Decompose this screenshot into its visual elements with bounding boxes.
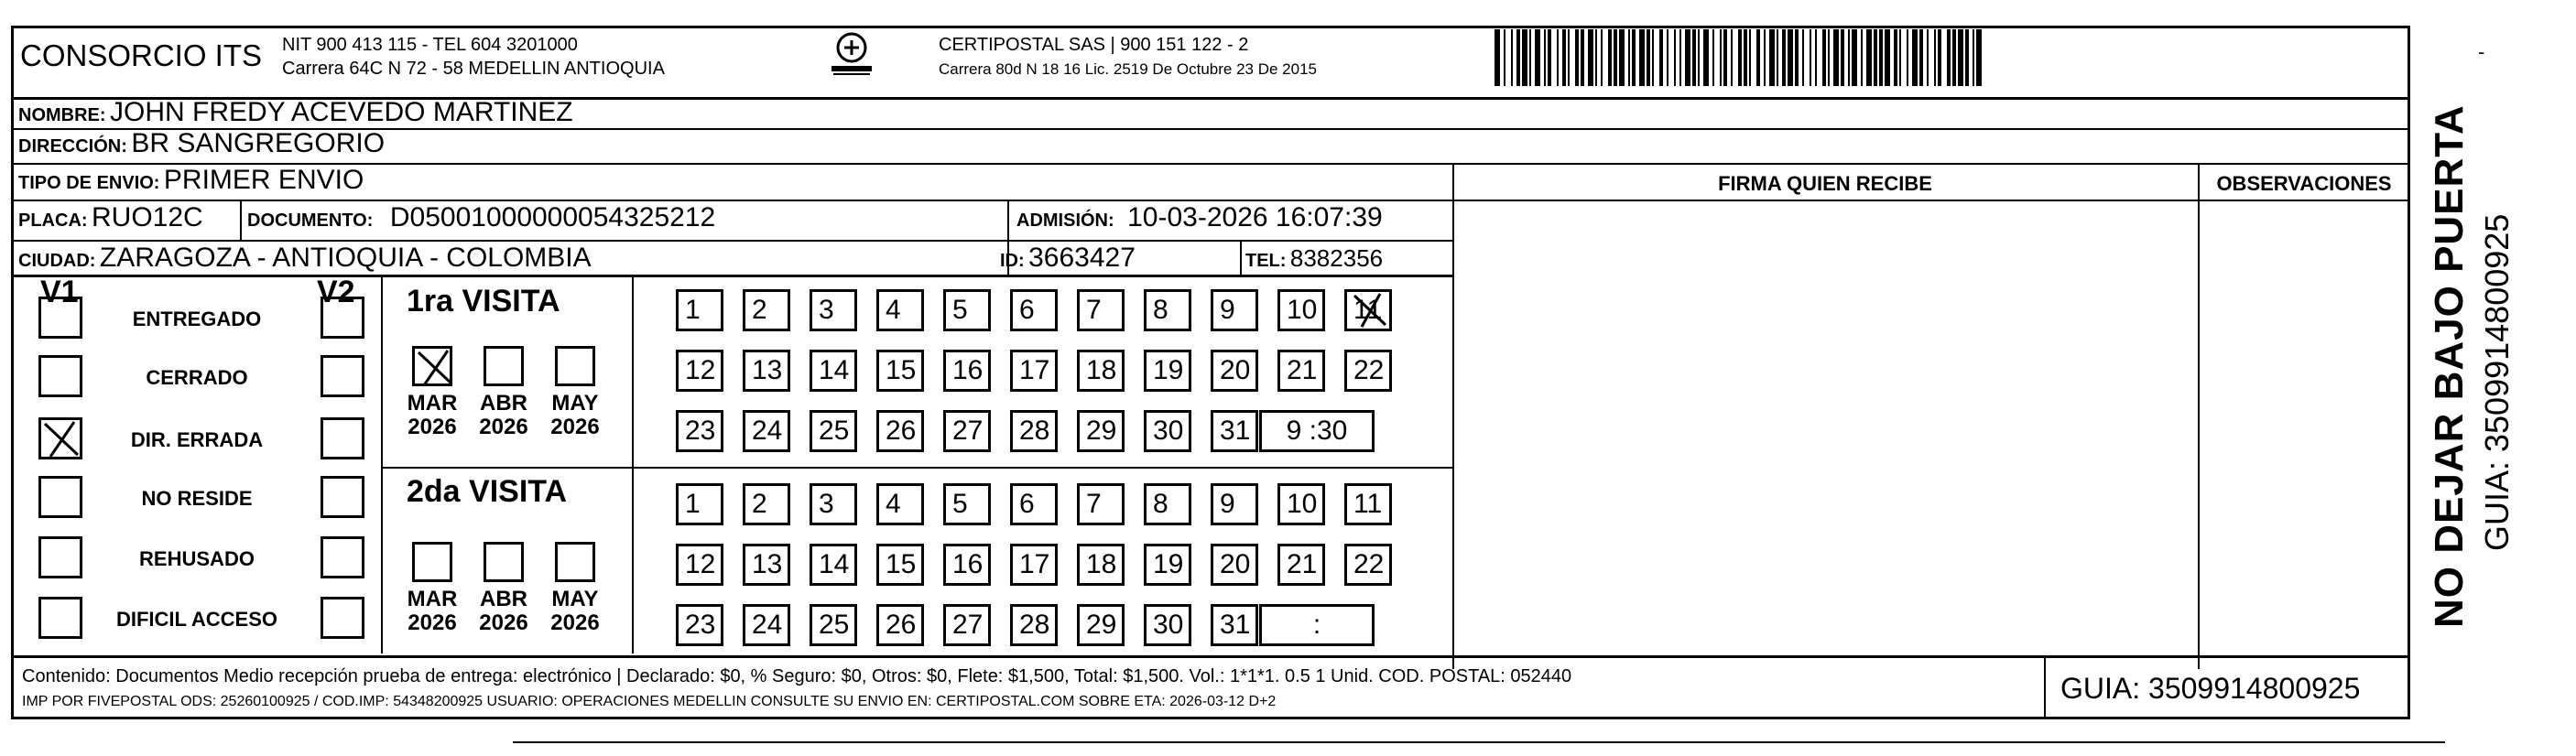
day-box[interactable] (1211, 289, 1258, 331)
day-box[interactable] (876, 483, 924, 525)
day-box[interactable] (1077, 410, 1125, 452)
outcome-label: DIR. ERRADA (130, 428, 264, 451)
day-box[interactable] (810, 544, 857, 586)
month-year: 2026 (408, 415, 457, 439)
day-number: 27 (952, 610, 984, 640)
month-year: 2026 (550, 415, 600, 439)
month-checkbox[interactable] (412, 542, 452, 582)
day-box[interactable] (1344, 289, 1392, 331)
admission-field (1016, 201, 1383, 239)
carrier-line2: Carrera 80d N 18 16 Lic. 2519 De Octubre 23 De 2015 (939, 60, 1317, 78)
visit2-title: 2da VISITA (407, 474, 568, 509)
day-number: 30 (1153, 610, 1184, 640)
month-checkbox[interactable] (555, 542, 595, 582)
day-box[interactable] (676, 410, 723, 452)
day-number: 5 (952, 489, 968, 519)
address-row (18, 128, 385, 164)
day-box[interactable] (1144, 350, 1191, 392)
time-value: : (1312, 610, 1321, 640)
time-box[interactable] (1259, 410, 1375, 452)
sender-nit: NIT 900 413 115 - TEL 604 3201000 (282, 35, 578, 55)
v1-label: V1 (40, 275, 79, 309)
day-number: 19 (1153, 355, 1184, 385)
day-number: 13 (752, 549, 783, 579)
shipment-type: PRIMER ENVIO (163, 165, 364, 195)
day-number: 25 (819, 416, 850, 446)
day-box[interactable] (1211, 604, 1258, 646)
visit1-title: 1ra VISITA (407, 284, 560, 319)
day-box[interactable] (1077, 544, 1125, 586)
day-number: 1 (685, 295, 701, 325)
day-box[interactable] (1277, 289, 1325, 331)
v2-checkbox[interactable] (321, 476, 364, 518)
plate-label: PLACA: (18, 211, 88, 231)
day-number: 18 (1086, 355, 1117, 385)
sender-address: Carrera 64C N 72 - 58 MEDELLIN ANTIOQUIA (282, 59, 665, 79)
day-number: 31 (1220, 416, 1251, 446)
day-number: 10 (1287, 295, 1318, 325)
day-box[interactable] (943, 410, 991, 452)
day-number: 28 (1019, 610, 1050, 640)
month-checkbox[interactable] (484, 346, 524, 386)
day-number: 14 (819, 549, 850, 579)
day-number: 21 (1287, 355, 1318, 385)
day-number: 16 (952, 549, 984, 579)
outcome-label: ENTREGADO (132, 308, 262, 330)
day-box[interactable] (1277, 483, 1325, 525)
day-number: 22 (1353, 355, 1385, 385)
outcome-label: DIFICIL ACCESO (115, 608, 277, 631)
recipient-address: BR SANGREGORIO (131, 128, 386, 158)
day-number: 29 (1086, 416, 1117, 446)
day-box[interactable] (1077, 604, 1125, 646)
v1-checkbox[interactable] (38, 297, 82, 339)
day-number: 17 (1019, 355, 1050, 385)
day-number: 12 (685, 355, 716, 385)
day-number: 26 (886, 416, 917, 446)
day-box[interactable] (1077, 483, 1125, 525)
day-box[interactable] (676, 289, 723, 331)
day-number: 1 (685, 489, 701, 519)
side-guia: GUIA: 3509914800925 (2478, 213, 2516, 551)
day-box[interactable] (676, 483, 723, 525)
day-number: 20 (1220, 355, 1251, 385)
day-box[interactable] (810, 410, 857, 452)
day-box[interactable] (1144, 410, 1191, 452)
day-box[interactable] (743, 289, 790, 331)
day-number: 23 (685, 610, 716, 640)
id-value: 3663427 (1028, 243, 1136, 273)
v1-checkbox[interactable] (38, 355, 82, 397)
day-box[interactable] (743, 604, 790, 646)
day-number: 9 (1220, 489, 1235, 519)
v1-checkbox[interactable] (38, 597, 82, 639)
carrier-line1: CERTIPOSTAL SAS | 900 151 122 - 2 (939, 35, 1249, 55)
city-value: ZARAGOZA - ANTIOQUIA - COLOMBIA (99, 243, 592, 273)
month-name: ABR (480, 587, 527, 611)
day-number: 23 (685, 416, 716, 446)
day-box[interactable] (1144, 544, 1191, 586)
certipostal-logo (806, 29, 897, 81)
day-box[interactable] (1277, 350, 1325, 392)
day-box[interactable] (1010, 289, 1058, 331)
day-box[interactable] (876, 544, 924, 586)
no-dejar-warning: NO DEJAR BAJO PUERTA (2427, 104, 2472, 628)
type-label: TIPO DE ENVIO: (18, 173, 160, 193)
v2-label: V2 (317, 275, 355, 309)
city-label: CIUDAD: (18, 251, 96, 271)
day-box[interactable] (1211, 410, 1258, 452)
outcome-label: CERRADO (146, 366, 248, 389)
day-box[interactable] (1277, 544, 1325, 586)
day-number: 8 (1153, 489, 1168, 519)
sender-name: CONSORCIO ITS (20, 38, 263, 72)
observations-header: OBSERVACIONES (2216, 172, 2392, 195)
day-box[interactable] (1010, 350, 1058, 392)
day-number: 6 (1019, 295, 1035, 325)
v2-checkbox[interactable] (321, 417, 364, 459)
day-box[interactable] (743, 544, 790, 586)
day-box[interactable] (676, 350, 723, 392)
footer-guia: GUIA: 3509914800925 (2060, 672, 2361, 705)
day-box[interactable] (1144, 483, 1191, 525)
type-row (18, 165, 364, 200)
address-label: DIRECCIÓN: (18, 136, 127, 157)
month-name: ABR (480, 391, 527, 416)
corner-mark: - (2478, 40, 2485, 63)
day-number: 11 (1353, 489, 1383, 519)
day-box[interactable] (810, 289, 857, 331)
month-year: 2026 (408, 610, 457, 635)
outcome-label: REHUSADO (139, 547, 255, 570)
day-box[interactable] (943, 483, 991, 525)
day-number: 2 (752, 489, 767, 519)
day-box[interactable] (1010, 604, 1058, 646)
month-checkbox[interactable] (412, 346, 452, 386)
day-number: 10 (1287, 489, 1318, 519)
month-year: 2026 (479, 415, 528, 439)
admission-label: ADMISIÓN: (1016, 211, 1114, 231)
day-box[interactable] (943, 350, 991, 392)
day-box[interactable] (1211, 483, 1258, 525)
v2-checkbox[interactable] (321, 297, 364, 339)
city-field (18, 242, 592, 279)
day-box[interactable] (1010, 410, 1058, 452)
day-number: 21 (1287, 549, 1318, 579)
time-box[interactable] (1259, 604, 1375, 646)
v2-checkbox[interactable] (321, 536, 364, 578)
day-number: 11 (1353, 295, 1383, 325)
day-number: 6 (1019, 489, 1035, 519)
day-box[interactable] (1077, 289, 1125, 331)
day-number: 8 (1153, 295, 1168, 325)
day-number: 15 (886, 355, 917, 385)
day-box[interactable] (1344, 483, 1392, 525)
day-number: 13 (752, 355, 783, 385)
day-number: 30 (1153, 416, 1184, 446)
month-year: 2026 (479, 610, 528, 635)
day-box[interactable] (743, 410, 790, 452)
day-number: 26 (886, 610, 917, 640)
day-box[interactable] (676, 544, 723, 586)
day-number: 7 (1086, 489, 1102, 519)
month-checkbox[interactable] (484, 542, 524, 582)
v2-checkbox[interactable] (321, 355, 364, 397)
day-number: 16 (952, 355, 984, 385)
id-label: ID: (1000, 251, 1025, 271)
day-box[interactable] (1144, 604, 1191, 646)
outcome-label: NO RESIDE (141, 487, 253, 510)
day-box[interactable] (810, 483, 857, 525)
day-number: 15 (886, 549, 917, 579)
day-number: 24 (752, 416, 783, 446)
day-box[interactable] (1010, 544, 1058, 586)
day-number: 22 (1353, 549, 1385, 579)
day-box[interactable] (876, 604, 924, 646)
day-box[interactable] (876, 350, 924, 392)
v1-checkbox[interactable] (38, 536, 82, 578)
month-name: MAR (407, 391, 458, 416)
tel-field (1245, 242, 1383, 279)
footer-content: Contenido: Documentos Medio recepción prueba de entrega: electrónico | Declarado: $0, % Seguro: $0, Otros: $0, Flete: $1,500, Total: $1,500. Vol.: 1*1*1. 0.5 1 Unid. COD. POSTAL: 052440 (22, 666, 1572, 686)
day-number: 28 (1019, 416, 1050, 446)
day-box[interactable] (810, 350, 857, 392)
day-number: 27 (952, 416, 984, 446)
day-number: 3 (819, 489, 834, 519)
day-number: 9 (1220, 295, 1235, 325)
day-box[interactable] (943, 289, 991, 331)
signature-header: FIRMA QUIEN RECIBE (1718, 172, 1932, 195)
v2-checkbox[interactable] (321, 597, 364, 639)
day-box[interactable] (1211, 544, 1258, 586)
day-number: 5 (952, 295, 968, 325)
day-box[interactable] (1077, 350, 1125, 392)
day-number: 4 (886, 295, 901, 325)
day-box[interactable] (943, 604, 991, 646)
day-box[interactable] (1211, 350, 1258, 392)
plate-field (18, 201, 203, 239)
day-number: 24 (752, 610, 783, 640)
month-name: MAR (407, 587, 458, 611)
id-field (1000, 242, 1136, 279)
day-box[interactable] (1344, 350, 1392, 392)
day-box[interactable] (943, 544, 991, 586)
day-box[interactable] (1344, 544, 1392, 586)
admission-value: 10-03-2026 16:07:39 (1127, 202, 1383, 232)
day-box[interactable] (1144, 289, 1191, 331)
footer-print-info: IMP POR FIVEPOSTAL ODS: 25260100925 / COD.IMP: 54348200925 USUARIO: OPERACIONES MEDELLIN CONSULTE SU ENVIO EN: CERTIPOSTAL.COM SOBRE ETA: 2026-03-12 D+2 (22, 694, 1277, 709)
day-number: 3 (819, 295, 834, 325)
day-number: 20 (1220, 549, 1251, 579)
day-box[interactable] (676, 604, 723, 646)
name-label: NOMBRE: (18, 105, 106, 125)
month-checkbox[interactable] (555, 346, 595, 386)
day-box[interactable] (743, 483, 790, 525)
document-field (247, 201, 715, 239)
tel-label: TEL: (1245, 251, 1287, 271)
tel-value: 8382356 (1289, 244, 1384, 272)
day-box[interactable] (810, 604, 857, 646)
day-number: 29 (1086, 610, 1117, 640)
day-number: 7 (1086, 295, 1102, 325)
plate-value: RUO12C (92, 202, 203, 232)
day-box[interactable] (743, 350, 790, 392)
document-value: D05001000000054325212 (389, 202, 716, 232)
month-name: MAY (551, 587, 599, 611)
barcode (1495, 29, 2220, 86)
recipient-name: JOHN FREDY ACEVEDO MARTINEZ (110, 97, 573, 127)
day-box[interactable] (876, 289, 924, 331)
day-number: 2 (752, 295, 767, 325)
day-number: 25 (819, 610, 850, 640)
day-number: 18 (1086, 549, 1117, 579)
day-number: 4 (886, 489, 901, 519)
day-box[interactable] (1010, 483, 1058, 525)
day-number: 17 (1019, 549, 1050, 579)
day-number: 19 (1153, 549, 1184, 579)
month-name: MAY (551, 391, 599, 416)
day-number: 31 (1220, 610, 1251, 640)
day-box[interactable] (876, 410, 924, 452)
day-number: 14 (819, 355, 850, 385)
month-year: 2026 (550, 610, 600, 635)
v1-checkbox[interactable] (38, 417, 82, 459)
v1-checkbox[interactable] (38, 476, 82, 518)
document-label: DOCUMENTO: (247, 211, 374, 231)
time-value: 9 :30 (1286, 416, 1348, 446)
day-number: 12 (685, 549, 716, 579)
